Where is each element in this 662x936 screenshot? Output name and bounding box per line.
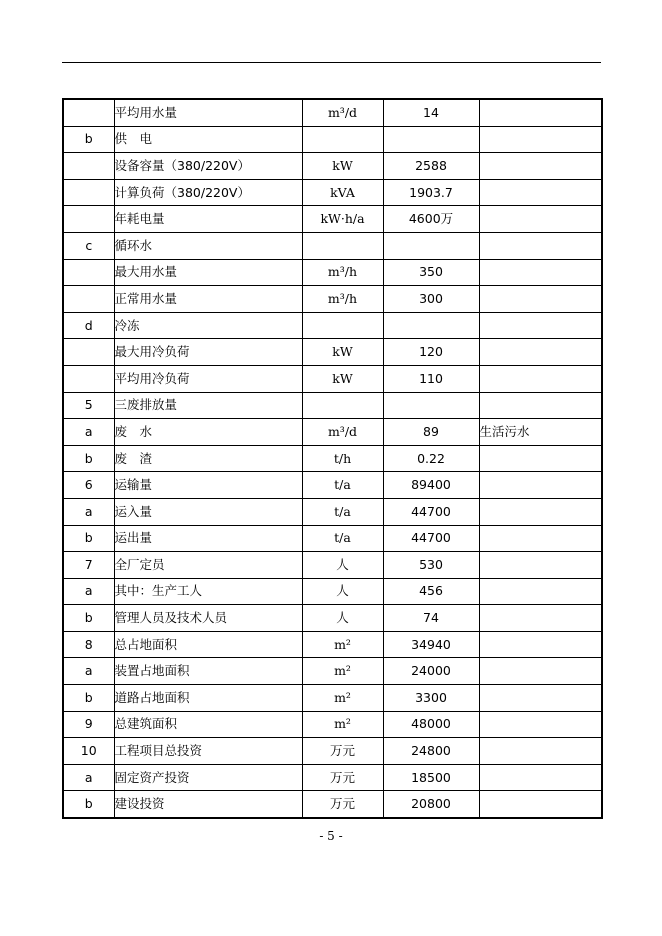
row-item: 正常用水量 [114,286,302,313]
row-number: b [63,445,114,472]
row-number: 8 [63,631,114,658]
row-value: 0.22 [383,445,479,472]
row-note [479,365,602,392]
row-note [479,764,602,791]
table-row [63,605,602,632]
row-note [479,605,602,632]
row-value: 24000 [383,658,479,685]
table-row [63,552,602,579]
row-unit: 人 [302,578,383,605]
row-number [63,365,114,392]
row-value: 44700 [383,498,479,525]
table-row [63,206,602,233]
table-row [63,312,602,339]
row-unit: 万元 [302,764,383,791]
row-unit: m² [302,658,383,685]
row-number: a [63,658,114,685]
row-item: 废 水 [114,419,302,446]
row-unit: kW [302,153,383,180]
row-value: 1903.7 [383,179,479,206]
row-value: 3300 [383,685,479,712]
row-number [63,259,114,286]
table-row [63,525,602,552]
row-number: b [63,685,114,712]
row-unit: t/a [302,498,383,525]
row-value: 74 [383,605,479,632]
row-number: b [63,605,114,632]
row-note [479,392,602,419]
row-note [479,126,602,153]
row-number: 6 [63,472,114,499]
row-item: 管理人员及技术人员 [114,605,302,632]
row-value: 48000 [383,711,479,738]
row-item: 总建筑面积 [114,711,302,738]
row-number: d [63,312,114,339]
row-value: 350 [383,259,479,286]
row-note [479,99,602,126]
row-note: 生活污水 [479,419,602,446]
table-row [63,685,602,712]
row-item: 总占地面积 [114,631,302,658]
row-unit: t/a [302,525,383,552]
row-value: 120 [383,339,479,366]
row-number [63,339,114,366]
row-note [479,578,602,605]
row-value: 44700 [383,525,479,552]
row-value [383,392,479,419]
row-note [479,312,602,339]
row-unit: m³/d [302,419,383,446]
table-row [63,498,602,525]
page-number: - 5 - [319,829,343,843]
row-value: 18500 [383,764,479,791]
row-value: 456 [383,578,479,605]
table-row [63,392,602,419]
row-number [63,286,114,313]
row-item: 运入量 [114,498,302,525]
row-unit: 人 [302,605,383,632]
row-item: 供 电 [114,126,302,153]
table-row [63,445,602,472]
row-item: 循环水 [114,232,302,259]
table-row [63,738,602,765]
row-unit: 万元 [302,791,383,818]
row-item: 全厂定员 [114,552,302,579]
row-unit: m³/h [302,286,383,313]
row-note [479,711,602,738]
row-note [479,153,602,180]
row-number: c [63,232,114,259]
row-note [479,259,602,286]
row-item: 建设投资 [114,791,302,818]
table-row [63,764,602,791]
row-unit: kW·h/a [302,206,383,233]
row-unit: t/a [302,472,383,499]
table-row [63,339,602,366]
row-value: 110 [383,365,479,392]
row-note [479,498,602,525]
row-number: a [63,764,114,791]
row-number: 9 [63,711,114,738]
spec-table [62,98,603,819]
row-number [63,99,114,126]
row-number: 7 [63,552,114,579]
row-unit: m³/d [302,99,383,126]
row-unit: m² [302,711,383,738]
row-value: 34940 [383,631,479,658]
row-unit: 万元 [302,738,383,765]
row-note [479,631,602,658]
table-row [63,631,602,658]
row-number: b [63,126,114,153]
row-value [383,312,479,339]
row-item: 设备容量（380/220V） [114,153,302,180]
row-number [63,179,114,206]
row-value: 20800 [383,791,479,818]
spec-table-body [63,99,602,818]
row-item: 平均用冷负荷 [114,365,302,392]
row-unit [302,232,383,259]
row-note [479,206,602,233]
row-unit [302,392,383,419]
row-unit [302,126,383,153]
row-value: 300 [383,286,479,313]
table-row [63,472,602,499]
row-note [479,791,602,818]
row-number: a [63,419,114,446]
row-unit: 人 [302,552,383,579]
row-unit: t/h [302,445,383,472]
row-number: 5 [63,392,114,419]
row-item: 三废排放量 [114,392,302,419]
row-item: 道路占地面积 [114,685,302,712]
row-note [479,685,602,712]
row-item: 平均用水量 [114,99,302,126]
row-unit: kW [302,365,383,392]
row-item: 运输量 [114,472,302,499]
row-item: 固定资产投资 [114,764,302,791]
row-unit: kVA [302,179,383,206]
row-value: 24800 [383,738,479,765]
row-value: 2588 [383,153,479,180]
table-row [63,578,602,605]
row-number: b [63,791,114,818]
table-row [63,99,602,126]
table-row [63,791,602,818]
table-row [63,259,602,286]
row-value: 530 [383,552,479,579]
row-unit [302,312,383,339]
table-row [63,711,602,738]
table-row [63,126,602,153]
row-note [479,286,602,313]
table-row [63,153,602,180]
row-note [479,179,602,206]
row-item: 工程项目总投资 [114,738,302,765]
row-number: b [63,525,114,552]
row-unit: m² [302,631,383,658]
row-number: a [63,578,114,605]
row-value [383,126,479,153]
row-note [479,445,602,472]
row-item: 废 渣 [114,445,302,472]
header-rule [62,62,601,63]
row-note [479,525,602,552]
row-number: 10 [63,738,114,765]
row-value: 14 [383,99,479,126]
row-item: 最大用冷负荷 [114,339,302,366]
row-number [63,206,114,233]
row-value [383,232,479,259]
row-note [479,658,602,685]
row-unit: m³/h [302,259,383,286]
table-row [63,419,602,446]
row-item: 运出量 [114,525,302,552]
table-row [63,286,602,313]
row-item: 其中：生产工人 [114,578,302,605]
table-row [63,179,602,206]
row-unit: kW [302,339,383,366]
row-item: 最大用水量 [114,259,302,286]
row-unit: m² [302,685,383,712]
table-row [63,365,602,392]
table-row [63,658,602,685]
row-note [479,552,602,579]
row-item: 装置占地面积 [114,658,302,685]
row-value: 4600万 [383,206,479,233]
row-note [479,339,602,366]
row-note [479,472,602,499]
row-item: 冷冻 [114,312,302,339]
row-value: 89 [383,419,479,446]
row-note [479,232,602,259]
table-row [63,232,602,259]
row-item: 年耗电量 [114,206,302,233]
row-value: 89400 [383,472,479,499]
row-number: a [63,498,114,525]
row-number [63,153,114,180]
row-item: 计算负荷（380/220V） [114,179,302,206]
row-note [479,738,602,765]
